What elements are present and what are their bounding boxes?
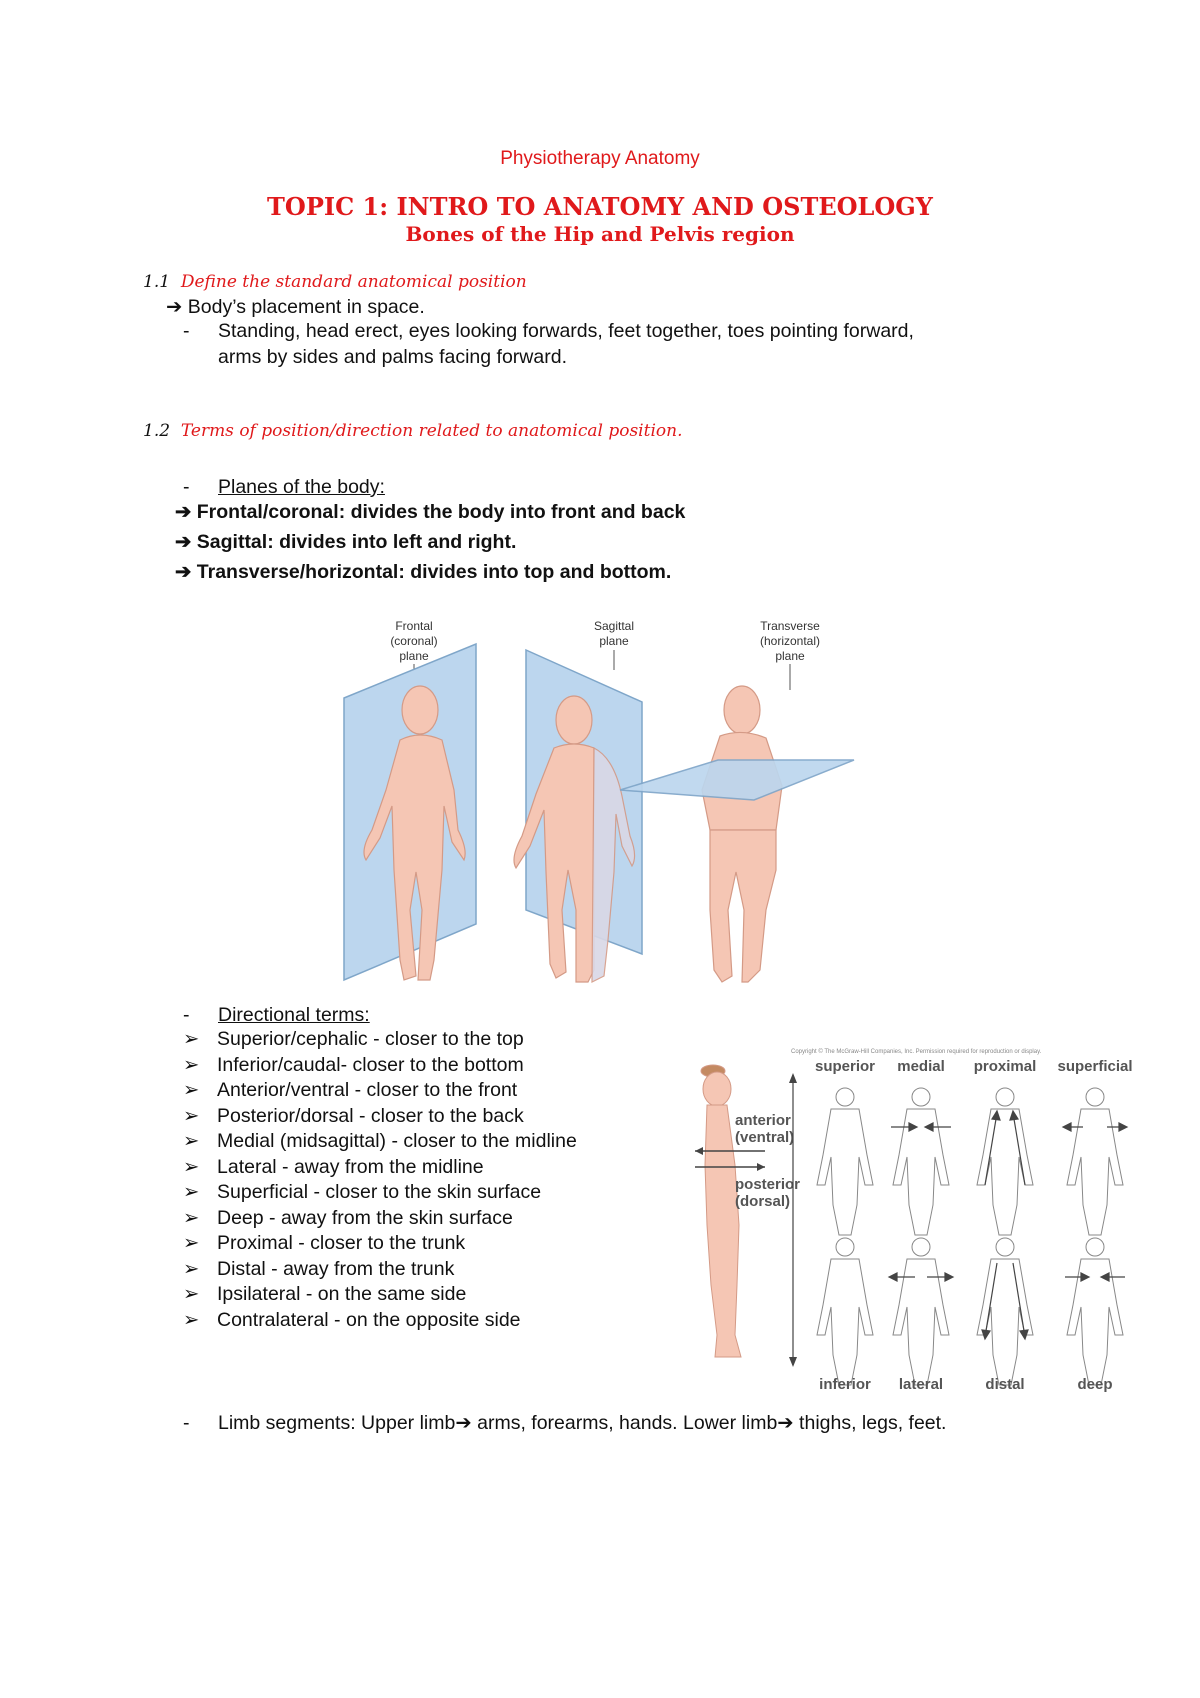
right-arrow-icon: ➔: [777, 1412, 794, 1434]
plane-item: [175, 500, 685, 524]
term-text: Superior/cephalic - closer to the top: [217, 1028, 524, 1050]
right-arrow-icon: ➔: [166, 296, 183, 318]
dash-bullet: -: [183, 1412, 190, 1434]
limb-segments-line: [218, 1410, 946, 1436]
right-arrow-icon: ➔: [175, 561, 192, 583]
list-item: [183, 1104, 577, 1130]
dash-bullet: -: [183, 476, 190, 498]
right-arrow-icon: ➔: [175, 531, 192, 553]
term-text: Superficial - closer to the skin surface: [217, 1181, 542, 1203]
arrowhead-bullet-icon: ➢: [183, 1308, 200, 1331]
directional-terms-list: [183, 1027, 577, 1333]
plane-item-text: Transverse/horizontal: divides into top and bottom.: [196, 561, 672, 583]
arrowhead-bullet-icon: ➢: [183, 1130, 200, 1152]
plane-item: [175, 560, 671, 584]
list-item: [183, 1308, 577, 1334]
arrowhead-bullet-icon: ➢: [183, 1232, 200, 1254]
dash-bullet: -: [183, 320, 190, 342]
dash-bullet: -: [183, 1004, 190, 1026]
transverse-label-2: (horizontal): [759, 634, 821, 648]
section-1-heading: [143, 272, 527, 292]
frontal-label-1: Frontal: [395, 619, 433, 633]
term-text: Deep - away from the skin surface: [217, 1206, 513, 1229]
topic-title: TOPIC 1: INTRO TO ANATOMY AND OSTEOLOGY: [267, 192, 933, 221]
limb-lead-text: Limb segments: Upper limb: [218, 1412, 456, 1434]
frontal-label-2: (coronal): [390, 634, 438, 648]
outline-figures-bottom: [817, 1238, 1123, 1385]
outline-figures-top: [817, 1088, 1123, 1235]
term-text: Ipsilateral - on the same side: [217, 1283, 467, 1305]
list-item: [183, 1231, 577, 1257]
term-text: Contralateral - on the opposite side: [217, 1308, 521, 1331]
posterior-label: posterior: [735, 1176, 801, 1193]
arrowhead-bullet-icon: ➢: [183, 1257, 200, 1280]
list-item: [183, 1027, 577, 1053]
plane-item: [175, 530, 516, 554]
plane-item-text: Frontal/coronal: divides the body into front and back: [196, 501, 686, 523]
limb-lower-text: thighs, legs, feet.: [793, 1412, 947, 1434]
term-text: Medial (midsagittal) - closer to the midline: [217, 1130, 577, 1152]
medial-label: medial: [897, 1058, 945, 1075]
directional-terms-figure: [695, 1045, 1150, 1395]
section-2-number: 1.2: [143, 421, 171, 441]
term-text: Lateral - away from the midline: [217, 1155, 484, 1178]
transverse-label-1: Transverse: [760, 619, 820, 633]
lateral-label: lateral: [898, 1376, 944, 1393]
side-view-figure: [701, 1065, 741, 1357]
arrowhead-bullet-icon: ➢: [183, 1206, 200, 1229]
section-2-title: Terms of position/direction related to anatomical position.: [180, 421, 683, 441]
arrowhead-bullet-icon: ➢: [183, 1028, 200, 1050]
arrowhead-bullet-icon: ➢: [183, 1053, 200, 1076]
section-2-heading: [143, 421, 682, 441]
section-1-arrow-line: [166, 294, 425, 320]
transverse-body-figure: [702, 686, 782, 982]
arrowhead-bullet-icon: ➢: [183, 1283, 200, 1305]
proximal-label: proximal: [973, 1058, 1037, 1075]
list-item: [183, 1053, 577, 1079]
course-title: Physiotherapy Anatomy: [500, 148, 700, 169]
term-text: Proximal - closer to the trunk: [217, 1232, 466, 1254]
distal-label: distal: [985, 1376, 1025, 1393]
topic-subtitle: Bones of the Hip and Pelvis region: [405, 222, 795, 246]
sagittal-label-1: Sagittal: [593, 619, 635, 633]
list-item: [183, 1078, 577, 1104]
arrowhead-bullet-icon: ➢: [183, 1181, 200, 1203]
anterior-label: anterior: [735, 1112, 791, 1129]
deep-arrows: [1065, 1273, 1125, 1281]
section-1-dash-line-2: arms by sides and palms facing forward.: [218, 346, 567, 368]
list-item: [183, 1206, 577, 1232]
planes-label: Planes of the body:: [218, 476, 385, 498]
plane-item-text: Sagittal: divides into left and right.: [196, 531, 517, 553]
right-arrow-icon: ➔: [455, 1412, 472, 1434]
inferior-label: inferior: [819, 1376, 871, 1393]
superior-label: superior: [814, 1058, 876, 1075]
distal-arrows: [982, 1263, 1028, 1339]
figure-copyright: Copyright © The McGraw-Hill Companies, Inc. Permission required for reproduction or display.: [791, 1049, 1042, 1055]
transverse-plane: [620, 760, 854, 800]
term-text: Anterior/ventral - closer to the front: [217, 1079, 518, 1101]
list-item: [183, 1155, 577, 1181]
list-item: [183, 1180, 577, 1206]
arrowhead-bullet-icon: ➢: [183, 1155, 200, 1178]
section-1-title: Define the standard anatomical position: [180, 272, 527, 292]
list-item: [183, 1129, 577, 1155]
arrow-line-text: Body’s placement in space.: [187, 296, 425, 318]
lateral-arrows: [889, 1273, 953, 1281]
list-item: [183, 1282, 577, 1308]
medial-arrows: [891, 1123, 951, 1131]
proximal-arrows: [985, 1111, 1025, 1185]
term-text: Posterior/dorsal - closer to the back: [217, 1104, 524, 1127]
section-1-dash-line-1: Standing, head erect, eyes looking forwards, feet together, toes pointing forward,: [218, 320, 914, 342]
superficial-arrows: [1063, 1123, 1127, 1131]
arrowhead-bullet-icon: ➢: [183, 1104, 200, 1127]
frontal-label-3: plane: [399, 649, 429, 663]
superficial-label: superficial: [1057, 1058, 1133, 1075]
right-arrow-icon: ➔: [175, 501, 192, 523]
deep-label: deep: [1077, 1376, 1113, 1393]
section-1-number: 1.1: [143, 272, 171, 292]
term-text: Distal - away from the trunk: [217, 1257, 455, 1280]
sagittal-label-2: plane: [599, 634, 629, 648]
term-text: Inferior/caudal- closer to the bottom: [217, 1053, 524, 1076]
transverse-label-3: plane: [775, 649, 805, 663]
list-item: [183, 1257, 577, 1283]
ventral-label: (ventral): [735, 1129, 795, 1146]
dorsal-label: (dorsal): [735, 1193, 791, 1210]
directional-label: Directional terms:: [218, 1004, 370, 1026]
arrowhead-bullet-icon: ➢: [183, 1079, 200, 1101]
body-planes-figure: [330, 610, 930, 1010]
limb-upper-text: arms, forearms, hands. Lower limb: [471, 1412, 778, 1434]
